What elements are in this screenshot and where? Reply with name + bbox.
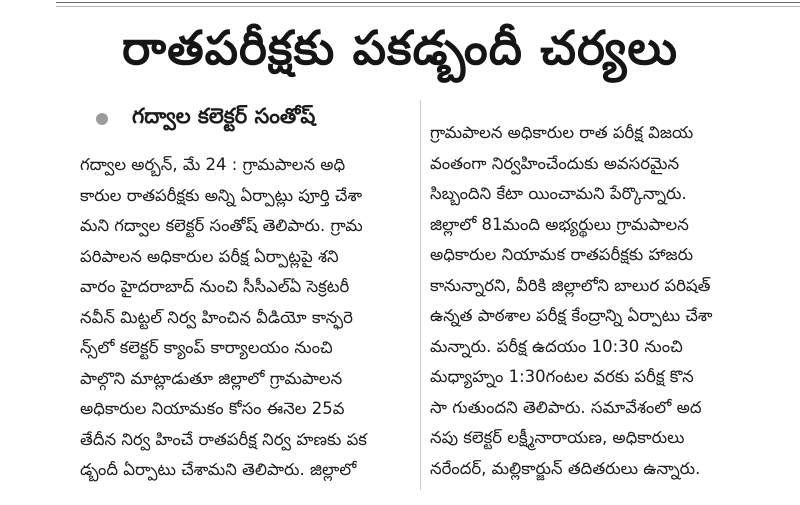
right-column xyxy=(430,118,713,484)
text-line: అధికారుల నియామక రాతపరీక్షకు హాజరు xyxy=(430,245,694,264)
text-line: గ్రామపాలన అధికారుల రాత పరీక్ష విజయ xyxy=(430,123,694,142)
text-line: సిబ్బందిని కేటా యించామని పేర్కొన్నారు. xyxy=(430,184,687,203)
text-line: గద్వాల అర్బన్, మే 24 : గ్రామపాలన అధి xyxy=(80,155,346,174)
text-line: మన్నారు. పరీక్ష ఉదయం 10:30 నుంచి xyxy=(430,336,683,356)
text-line: తేదీన నిర్వ హించే రాతపరీక్ష నిర్వ హణకు పక xyxy=(80,429,367,449)
headline: రాతపరీక్షకు పకడ్బందీ చర్యలు xyxy=(122,21,678,76)
text-line: న్స్‌లో కలెక్టర్ క్యాంప్ కార్యాలయం నుంచి xyxy=(80,338,333,357)
byline-text: గద్వాల కలెక్టర్ సంతోష్ xyxy=(132,104,316,128)
top-rule xyxy=(56,2,800,3)
text-line: కారుల రాతపరీక్షకు అన్ని ఏర్పాట్లు పూర్తి చేశా xyxy=(80,185,363,205)
text-line: నవీన్ మిట్టల్ నిర్వ హించిన వీడియో కాన్ఫరె xyxy=(80,307,353,327)
text-line: సా గుతుందని తెలిపారు. సమావేశంలో అద xyxy=(430,397,702,417)
left-column xyxy=(80,150,367,486)
column-divider xyxy=(420,100,421,490)
top-rule-secondary xyxy=(56,6,800,7)
text-line: వంతంగా నిర్వహించేందుకు అవసరమైన xyxy=(430,153,680,173)
text-line: నరేందర్, మల్లికార్జున్ తదితరులు ఉన్నారు. xyxy=(430,458,701,478)
bullet-icon xyxy=(96,113,108,125)
text-line: జిల్లాలో 81మంది అభ్యర్థులు గ్రామపాలన xyxy=(430,214,689,234)
text-line: పరిపాలన అధికారుల పరీక్ష ఏర్పాట్లపై శని xyxy=(80,246,339,266)
text-line: కానున్నారని, వీరికి జిల్లాలోని బాలుర పరిషత్ xyxy=(430,275,711,295)
text-line: అధికారుల నియామకం కోసం ఈనెల 25వ xyxy=(80,399,345,418)
byline xyxy=(96,102,315,136)
text-line: ఉన్నత పాఠశాల పరీక్ష కేంద్రాన్ని ఏర్పాటు చేశా xyxy=(430,306,713,325)
text-line: పాల్గొని మాట్లాడుతూ జిల్లాలో గ్రామపాలన xyxy=(80,368,343,388)
text-line: నపు కలెక్టర్ లక్ష్మీనారాయణ, అధికారులు xyxy=(430,428,685,447)
text-line: వారం హైదరాబాద్ నుంచి సీసీఎల్ఏ సెక్రటరీ xyxy=(80,277,350,296)
text-line: మని గద్వాల కలెక్టర్ సంతోష్ తెలిపారు. గ్రామ xyxy=(80,216,363,235)
text-line: డ్బందీ ఏర్పాటు చేశామని తెలిపారు. జిల్లాలో xyxy=(80,460,357,479)
text-line: మధ్యాహ్నం 1:30గంటల వరకు పరీక్ష కొన xyxy=(430,367,694,386)
